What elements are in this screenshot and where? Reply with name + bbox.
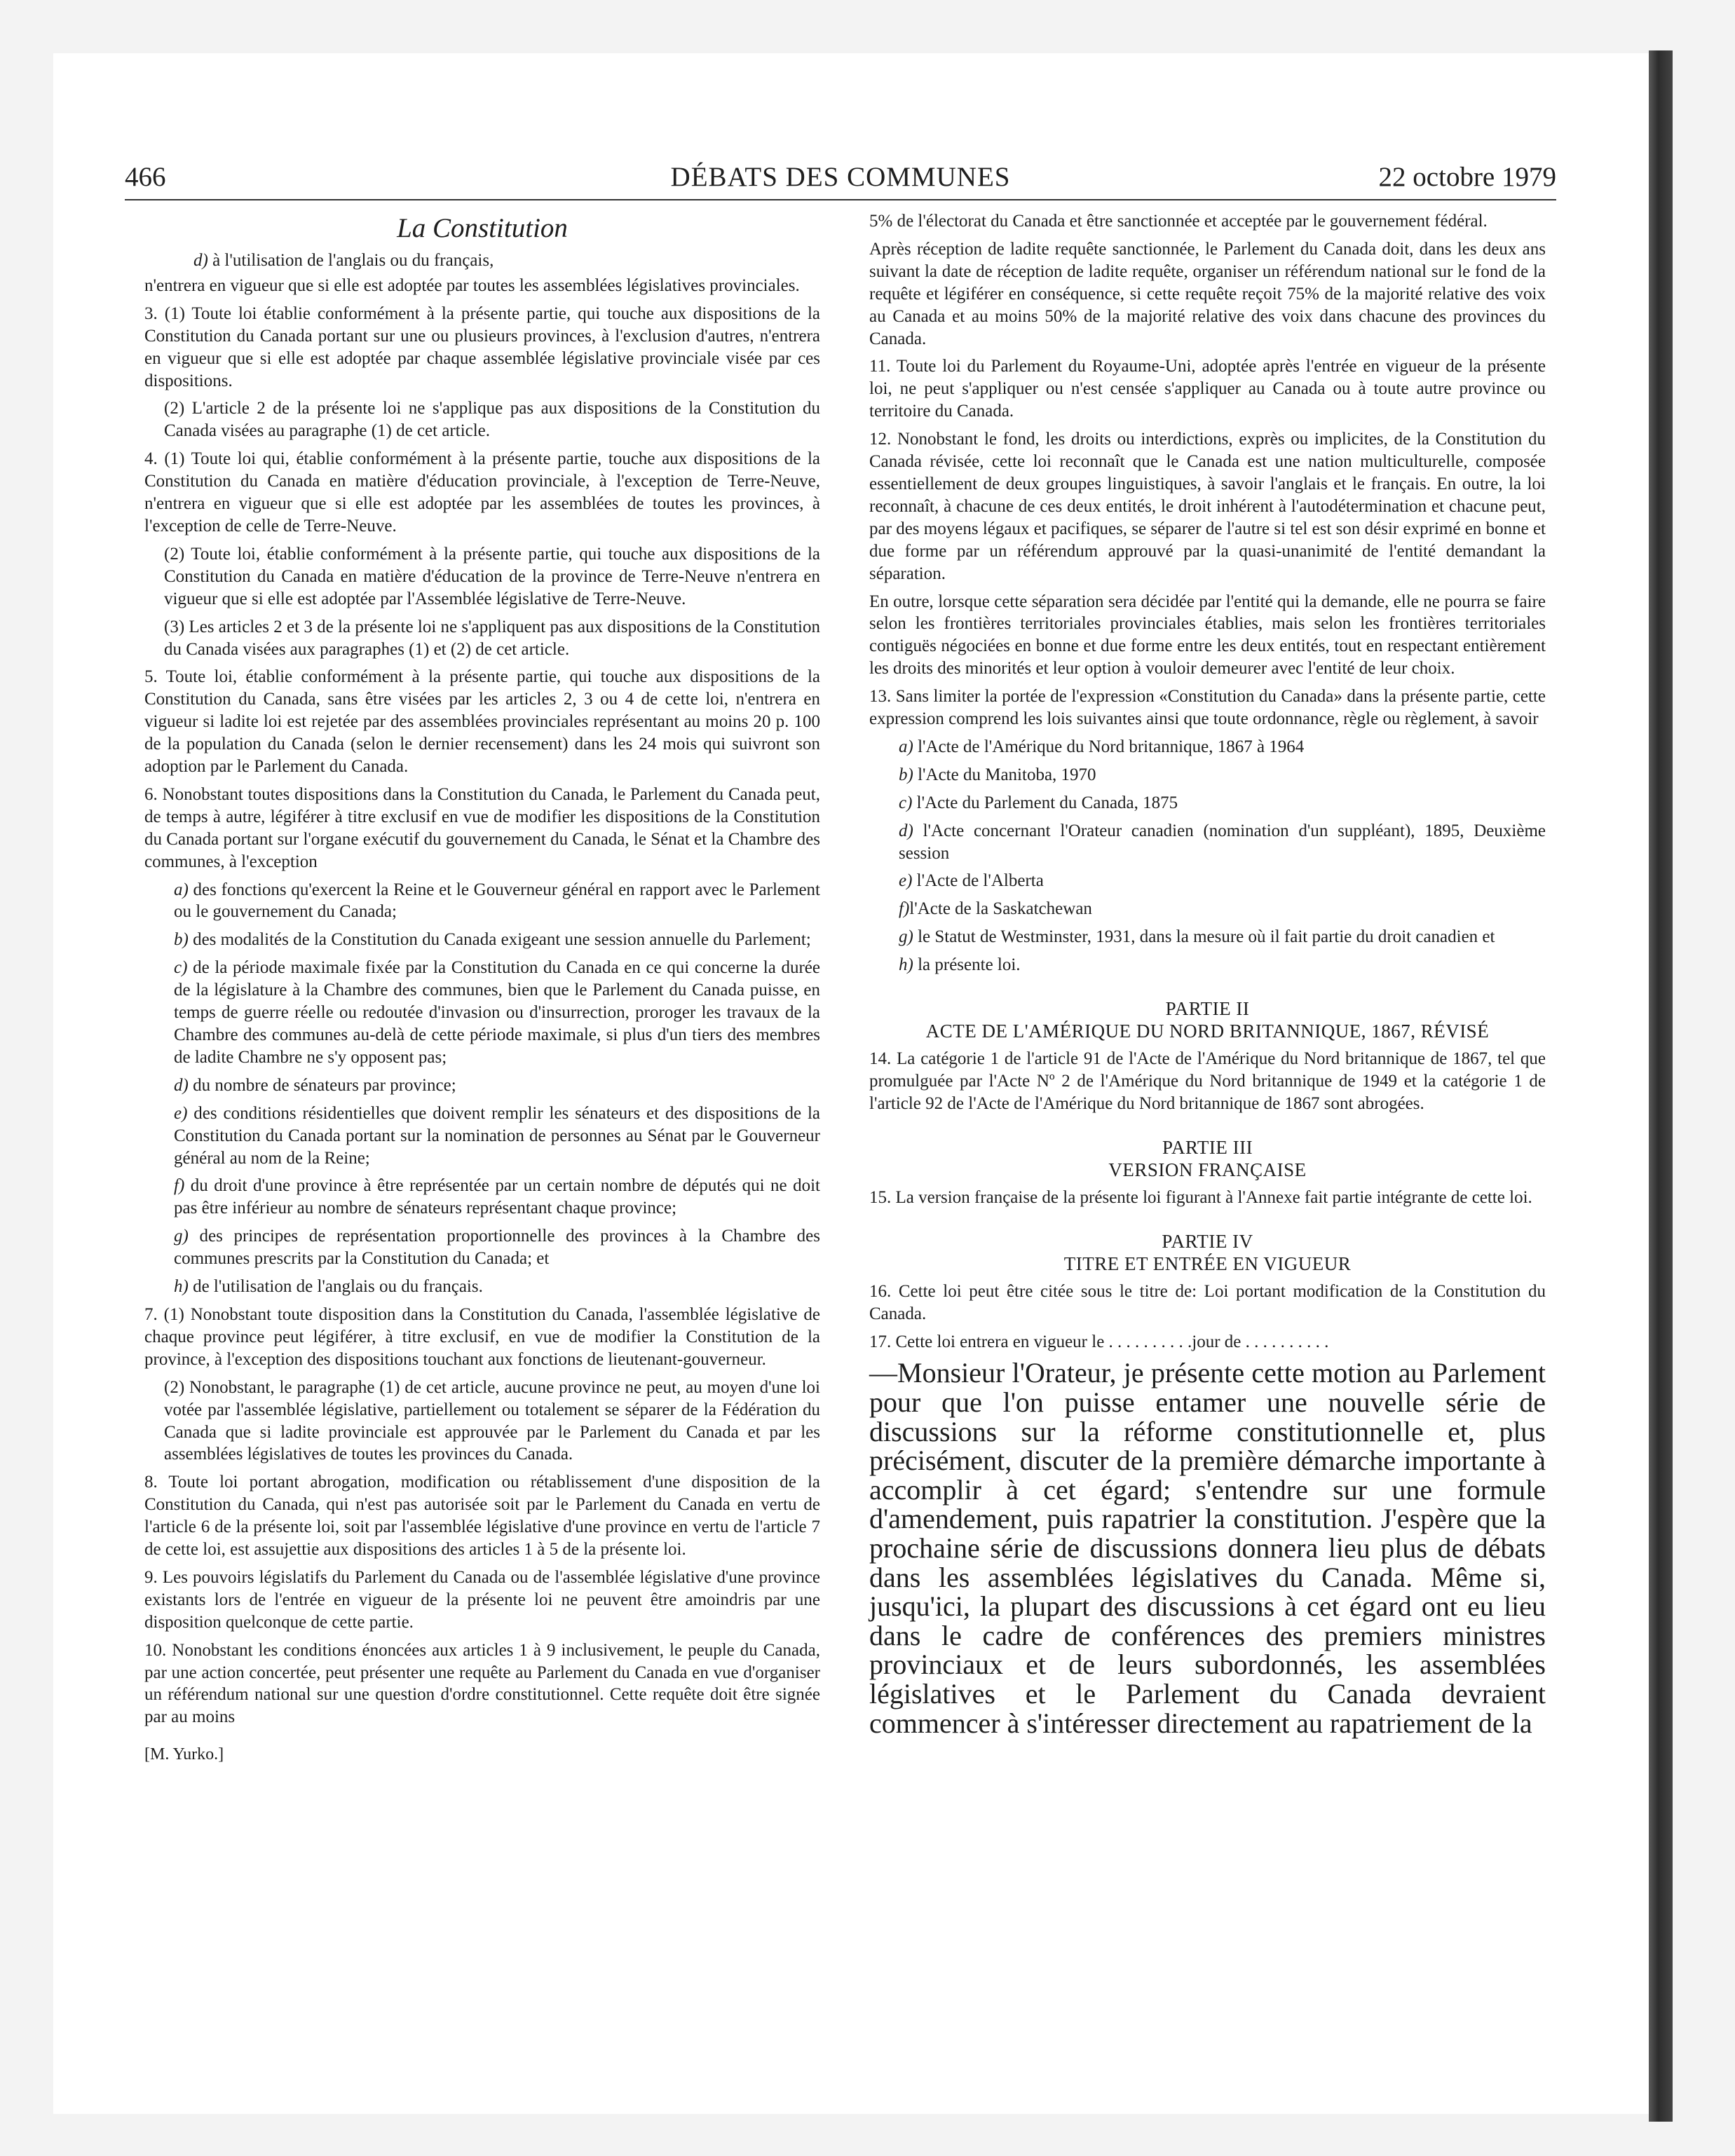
item-text: l'Acte concernant l'Orateur canadien (nomination d'un suppléant), 1895, Deuxième session xyxy=(899,821,1546,863)
part-subtitle: TITRE ET ENTRÉE EN VIGUEUR xyxy=(1063,1253,1352,1274)
item-label: d) xyxy=(174,1075,189,1095)
item-text: l'Acte de l'Amérique du Nord britannique, 1867 à 1964 xyxy=(913,737,1305,756)
part-heading xyxy=(869,1136,1546,1181)
paragraph: (2) Toute loi, établie conformément à la présente partie, qui touche aux dispositions de la Constitution du Canada en matière d'éducation de la province de Terre-Neuve n'entrera en vigueur que si elle est adoptée par l'Assemblée législative de Terre-Neuve. xyxy=(164,544,820,608)
item-label: a) xyxy=(899,737,913,756)
publication-date: 22 octobre 1979 xyxy=(1378,162,1556,192)
section-title: La Constitution xyxy=(397,213,568,243)
list-item xyxy=(144,1225,820,1270)
list-item xyxy=(869,954,1546,976)
item-text: des fonctions qu'exercent la Reine et le Gouverneur général en rapport avec le Parlement ou le gouvernement du Canada; xyxy=(174,880,820,922)
item-label: a) xyxy=(174,880,189,899)
item-text: l'Acte de la Saskatchewan xyxy=(909,899,1092,919)
item-label: e) xyxy=(174,1103,188,1123)
paragraph: n'entrera en vigueur que si elle est adoptée par toutes les assemblées législatives provinciales. xyxy=(144,275,800,295)
clause-d-line xyxy=(144,250,820,272)
paragraph: En outre, lorsque cette séparation sera décidée par l'entité qui la demande, elle ne pourra se faire selon les frontières territoriales provinciales établies, mais selon les frontières territoriales contiguës négociées en bonne et due forme entre les deux entités, tout en respectant entièrement les droits des minorités et leur option à vouloir demeurer avec l'entité de leur choix. xyxy=(869,592,1546,678)
paragraph: 3. (1) Toute loi établie conformément à la présente partie, qui touche aux dispositions de la Constitution du Canada portant sur une ou plusieurs provinces, à l'exclusion d'autres, n'entrera en vigueur que si elle est adoptée par chaque assemblée législative provinciale visée par ces dispositions. xyxy=(144,303,820,390)
paragraph: 16. Cette loi peut être citée sous le titre de: Loi portant modification de la Constitution du Canada. xyxy=(869,1281,1546,1323)
paragraph: (2) Nonobstant, le paragraphe (1) de cet article, aucune province ne peut, au moyen d'une loi votée par l'assemblée législative, partiellement ou totalement se séparer de la Fédération du Canada que si ladite provinciale est approuvée par le Parlement du Canada et par les assemblées législatives de toutes les provinces du Canada. xyxy=(164,1377,820,1464)
paragraph: 5% de l'électorat du Canada et être sanctionnée et acceptée par le gouvernement fédéral. xyxy=(869,212,1488,231)
publication-title: DÉBATS DES COMMUNES xyxy=(670,162,1011,192)
list-item xyxy=(869,764,1546,786)
paragraph: 11. Toute loi du Parlement du Royaume-Uni, adoptée après l'entrée en vigueur de la présente loi, ne peut s'appliquer ou n'est censée s'appliquer au Canada ou à toute autre province ou territoire du Canada. xyxy=(869,357,1546,421)
item-text: l'Acte du Manitoba, 1970 xyxy=(913,765,1096,784)
part-title: PARTIE II xyxy=(1165,998,1250,1020)
part-title: PARTIE IV xyxy=(1162,1230,1253,1252)
item-text: l'Acte du Parlement du Canada, 1875 xyxy=(912,793,1178,812)
item-label: d) xyxy=(899,821,913,840)
paragraph: 17. Cette loi entrera en vigueur le . . . . . . . . . .jour de . . . . . . . . . . xyxy=(869,1332,1329,1351)
paragraph: 12. Nonobstant le fond, les droits ou interdictions, exprès ou implicites, de la Constitution du Canada révisée, cette loi reconnaît que le Canada est une nation multiculturelle, composée essentiellement de deux groupes linguistiques, à savoir l'anglais et le français. En outre, la loi reconnaît, à chacune de ces deux entités, le droit inhérent à l'autodétermination et chacune peut, par des moyens légaux et pacifiques, se séparer de l'autre si tel est son désir exprimé en bonne et due forme par un référendum approuvé par la quasi-unanimité de l'entité demandant la séparation. xyxy=(869,430,1546,583)
list-item xyxy=(869,820,1546,865)
paragraph: 4. (1) Toute loi qui, établie conformément à la présente partie, touche aux dispositions de la Constitution du Canada en matière d'éducation provinciale, à l'exception de Terre-Neuve, n'entrera en vigueur que si elle est adoptée par les assemblées de toutes les provinces, à l'exception de celle de Terre-Neuve. xyxy=(144,449,820,535)
item-text: des conditions résidentielles que doivent remplir les sénateurs et des dispositions de la Constitution du Canada portant sur la nomination de personnes au Sénat par le Gouverneur général au nom de la Reine; xyxy=(174,1103,820,1168)
paragraph: (3) Les articles 2 et 3 de la présente loi ne s'appliquent pas aux dispositions de la Constitution du Canada visées aux paragraphes (1) et (2) de cet article. xyxy=(164,617,820,659)
item-label: b) xyxy=(899,765,913,784)
statute-list xyxy=(869,736,1546,976)
paragraph: 13. Sans limiter la portée de l'expression «Constitution du Canada» dans la présente partie, cette expression comprend les lois suivantes ainsi que toute ordonnance, règle ou règlement, à savoir xyxy=(869,687,1546,729)
item-label: c) xyxy=(174,958,188,978)
list-item xyxy=(144,1103,820,1170)
part-title: PARTIE III xyxy=(1162,1136,1253,1158)
part-heading xyxy=(869,997,1546,1042)
item-text: la présente loi. xyxy=(913,955,1021,975)
list-item xyxy=(869,926,1546,948)
paragraph: Après réception de ladite requête sanctionnée, le Parlement du Canada doit, dans les deux ans suivant la date de réception de ladite requête, organiser un référendum national sur le fond de la requête et légiférer en conséquence, si cette requête reçoit 75% de la majorité relative des voix au Canada et au moins 50% de la majorité relative des voix dans chacune des provinces du Canada. xyxy=(869,239,1546,348)
paragraph: 14. La catégorie 1 de l'article 91 de l'Acte de l'Amérique du Nord britannique de 1867, tel que promulguée par l'Acte Nº 2 de l'Amérique du Nord britannique de 1949 et la catégorie 1 de l'article 92 de l'Acte de l'Amérique du Nord britannique de 1867 sont abrogées. xyxy=(869,1049,1546,1113)
part-subtitle: VERSION FRANÇAISE xyxy=(1108,1159,1307,1180)
speaker-attribution: [M. Yurko.] xyxy=(144,1745,224,1764)
paragraph: 8. Toute loi portant abrogation, modification ou rétablissement d'une disposition de la Constitution du Canada, qui n'est pas autorisée soit par le Parlement du Canada en vertu de l'article 6 de la présente loi, soit par l'assemblée législative d'une province en vertu de l'article 7 de cette loi, est assujettie aux dispositions des articles 1 à 5 de la présente loi. xyxy=(144,1473,820,1560)
list-item xyxy=(144,1276,820,1298)
speech-paragraph: —Monsieur l'Orateur, je présente cette motion au Parlement pour que l'on puisse entamer une nouvelle série de discussions sur la réforme constitutionnelle et, plus précisément, discuter de la première démarche importante à accomplir à cet égard; s'entendre sur une formule d'amendement, puis rapatrier la constitution. J'espère que la prochaine série de discussions donnera lieu plus de débats dans les assemblées législatives du Canada. Même si, jusqu'ici, la plupart des discussions à cet égard ont eu lieu dans le cadre de conférences des premiers ministres provinciaux et de leurs subordonnés, les assemblées législatives et le Parlement du Canada devraient commencer à s'intéresser directement au rapatriement de la xyxy=(869,1357,1546,1739)
item-text: de la période maximale fixée par la Constitution du Canada en ce qui concerne la durée de la législature à la Chambre des communes, bien que le Parlement du Canada puisse, en temps de guerre réelle ou redoutée d'invasion ou d'insurrection, proroger les travaux de la Chambre des communes au-delà de cette période maximale, si plus d'un tiers des membres de ladite Chambre ne s'y opposent pas; xyxy=(174,958,820,1067)
item-label: e) xyxy=(899,871,913,891)
page-header xyxy=(125,160,1556,200)
item-label: h) xyxy=(174,1277,189,1297)
item-text: de l'utilisation de l'anglais ou du français. xyxy=(188,1277,483,1297)
scan-edge-strip xyxy=(1649,50,1673,2122)
list-item xyxy=(869,898,1546,920)
list-item xyxy=(144,1074,820,1097)
item-label: f) xyxy=(899,899,910,919)
item-label: d) xyxy=(193,251,208,270)
list-item xyxy=(869,870,1546,892)
page-number: 466 xyxy=(125,162,166,192)
paragraph: 10. Nonobstant les conditions énoncées aux articles 1 à 9 inclusivement, le peuple du Canada, par une action concertée, peut présenter une requête au Parlement du Canada en vue d'organiser un référendum national sur une question d'ordre constitutionnel. Cette requête doit être signée par au moins xyxy=(144,1640,820,1727)
paragraph: 6. Nonobstant toutes dispositions dans la Constitution du Canada, le Parlement du Canada peut, de temps à autre, légiférer à titre exclusif en vue de modifier les dispositions de la Constitution du Canada portant sur l'organe exécutif du gouvernement du Canada, le Sénat et la Chambre des communes, à l'exception xyxy=(144,784,820,871)
right-column xyxy=(869,210,1546,1743)
item-text: des principes de représentation proportionnelle des provinces à la Chambre des communes prescrits par la Constitution du Canada; et xyxy=(174,1227,820,1269)
item-label: g) xyxy=(899,927,913,947)
list-item xyxy=(144,1175,820,1220)
part-subtitle: ACTE DE L'AMÉRIQUE DU NORD BRITANNIQUE, 1867, RÉVISÉ xyxy=(925,1021,1490,1042)
item-text: du droit d'une province à être représentée par un certain nombre de députés qui ne doit pas être inférieur au nombre de sénateurs représentant chaque province; xyxy=(174,1176,820,1218)
item-text: le Statut de Westminster, 1931, dans la mesure où il fait partie du droit canadien et xyxy=(913,927,1495,947)
part-heading xyxy=(869,1230,1546,1275)
item-label: g) xyxy=(174,1227,189,1246)
list-item xyxy=(869,792,1546,814)
list-item xyxy=(144,879,820,924)
paragraph: 5. Toute loi, établie conformément à la présente partie, qui touche aux dispositions de la Constitution du Canada, sans être visées par les articles 2, 3 ou 4 de cette loi, n'entrera en vigueur si ladite loi est rejetée par des assemblées provinciales représentant au moins 20 p. 100 de la population du Canada (selon le dernier recensement) dans les 24 mois qui suivront son adoption par le Parlement du Canada. xyxy=(144,667,820,777)
paragraph: 9. Les pouvoirs législatifs du Parlement du Canada ou de l'assemblée législative d'une province existants lors de l'entrée en vigueur de la présente loi ne peuvent être amoindris par une disposition quelconque de cette partie. xyxy=(144,1567,820,1632)
list-item xyxy=(144,957,820,1069)
exception-list xyxy=(144,879,820,1298)
list-item xyxy=(144,929,820,951)
item-text: du nombre de sénateurs par province; xyxy=(188,1075,456,1095)
item-label: f) xyxy=(174,1176,185,1196)
paragraph: 7. (1) Nonobstant toute disposition dans la Constitution du Canada, l'assemblée législative de chaque province peut légiférer, à titre exclusif, en vue de modifier la Constitution de la province, à l'exception des dispositions touchant aux fonctions de lieutenant-gouverneur. xyxy=(144,1304,820,1369)
left-column xyxy=(144,210,820,1766)
item-text: des modalités de la Constitution du Canada exigeant une session annuelle du Parlement; xyxy=(188,930,811,950)
list-item xyxy=(869,736,1546,758)
paragraph: 15. La version française de la présente loi figurant à l'Annexe fait partie intégrante de cette loi. xyxy=(869,1187,1532,1207)
item-label: c) xyxy=(899,793,913,812)
item-text: l'Acte de l'Alberta xyxy=(912,871,1044,891)
paragraph: (2) L'article 2 de la présente loi ne s'applique pas aux dispositions de la Constitution du Canada visées au paragraphe (1) de cet article. xyxy=(164,399,820,441)
item-text: à l'utilisation de l'anglais ou du français, xyxy=(207,251,494,270)
item-label: b) xyxy=(174,930,189,950)
item-label: h) xyxy=(899,955,913,975)
